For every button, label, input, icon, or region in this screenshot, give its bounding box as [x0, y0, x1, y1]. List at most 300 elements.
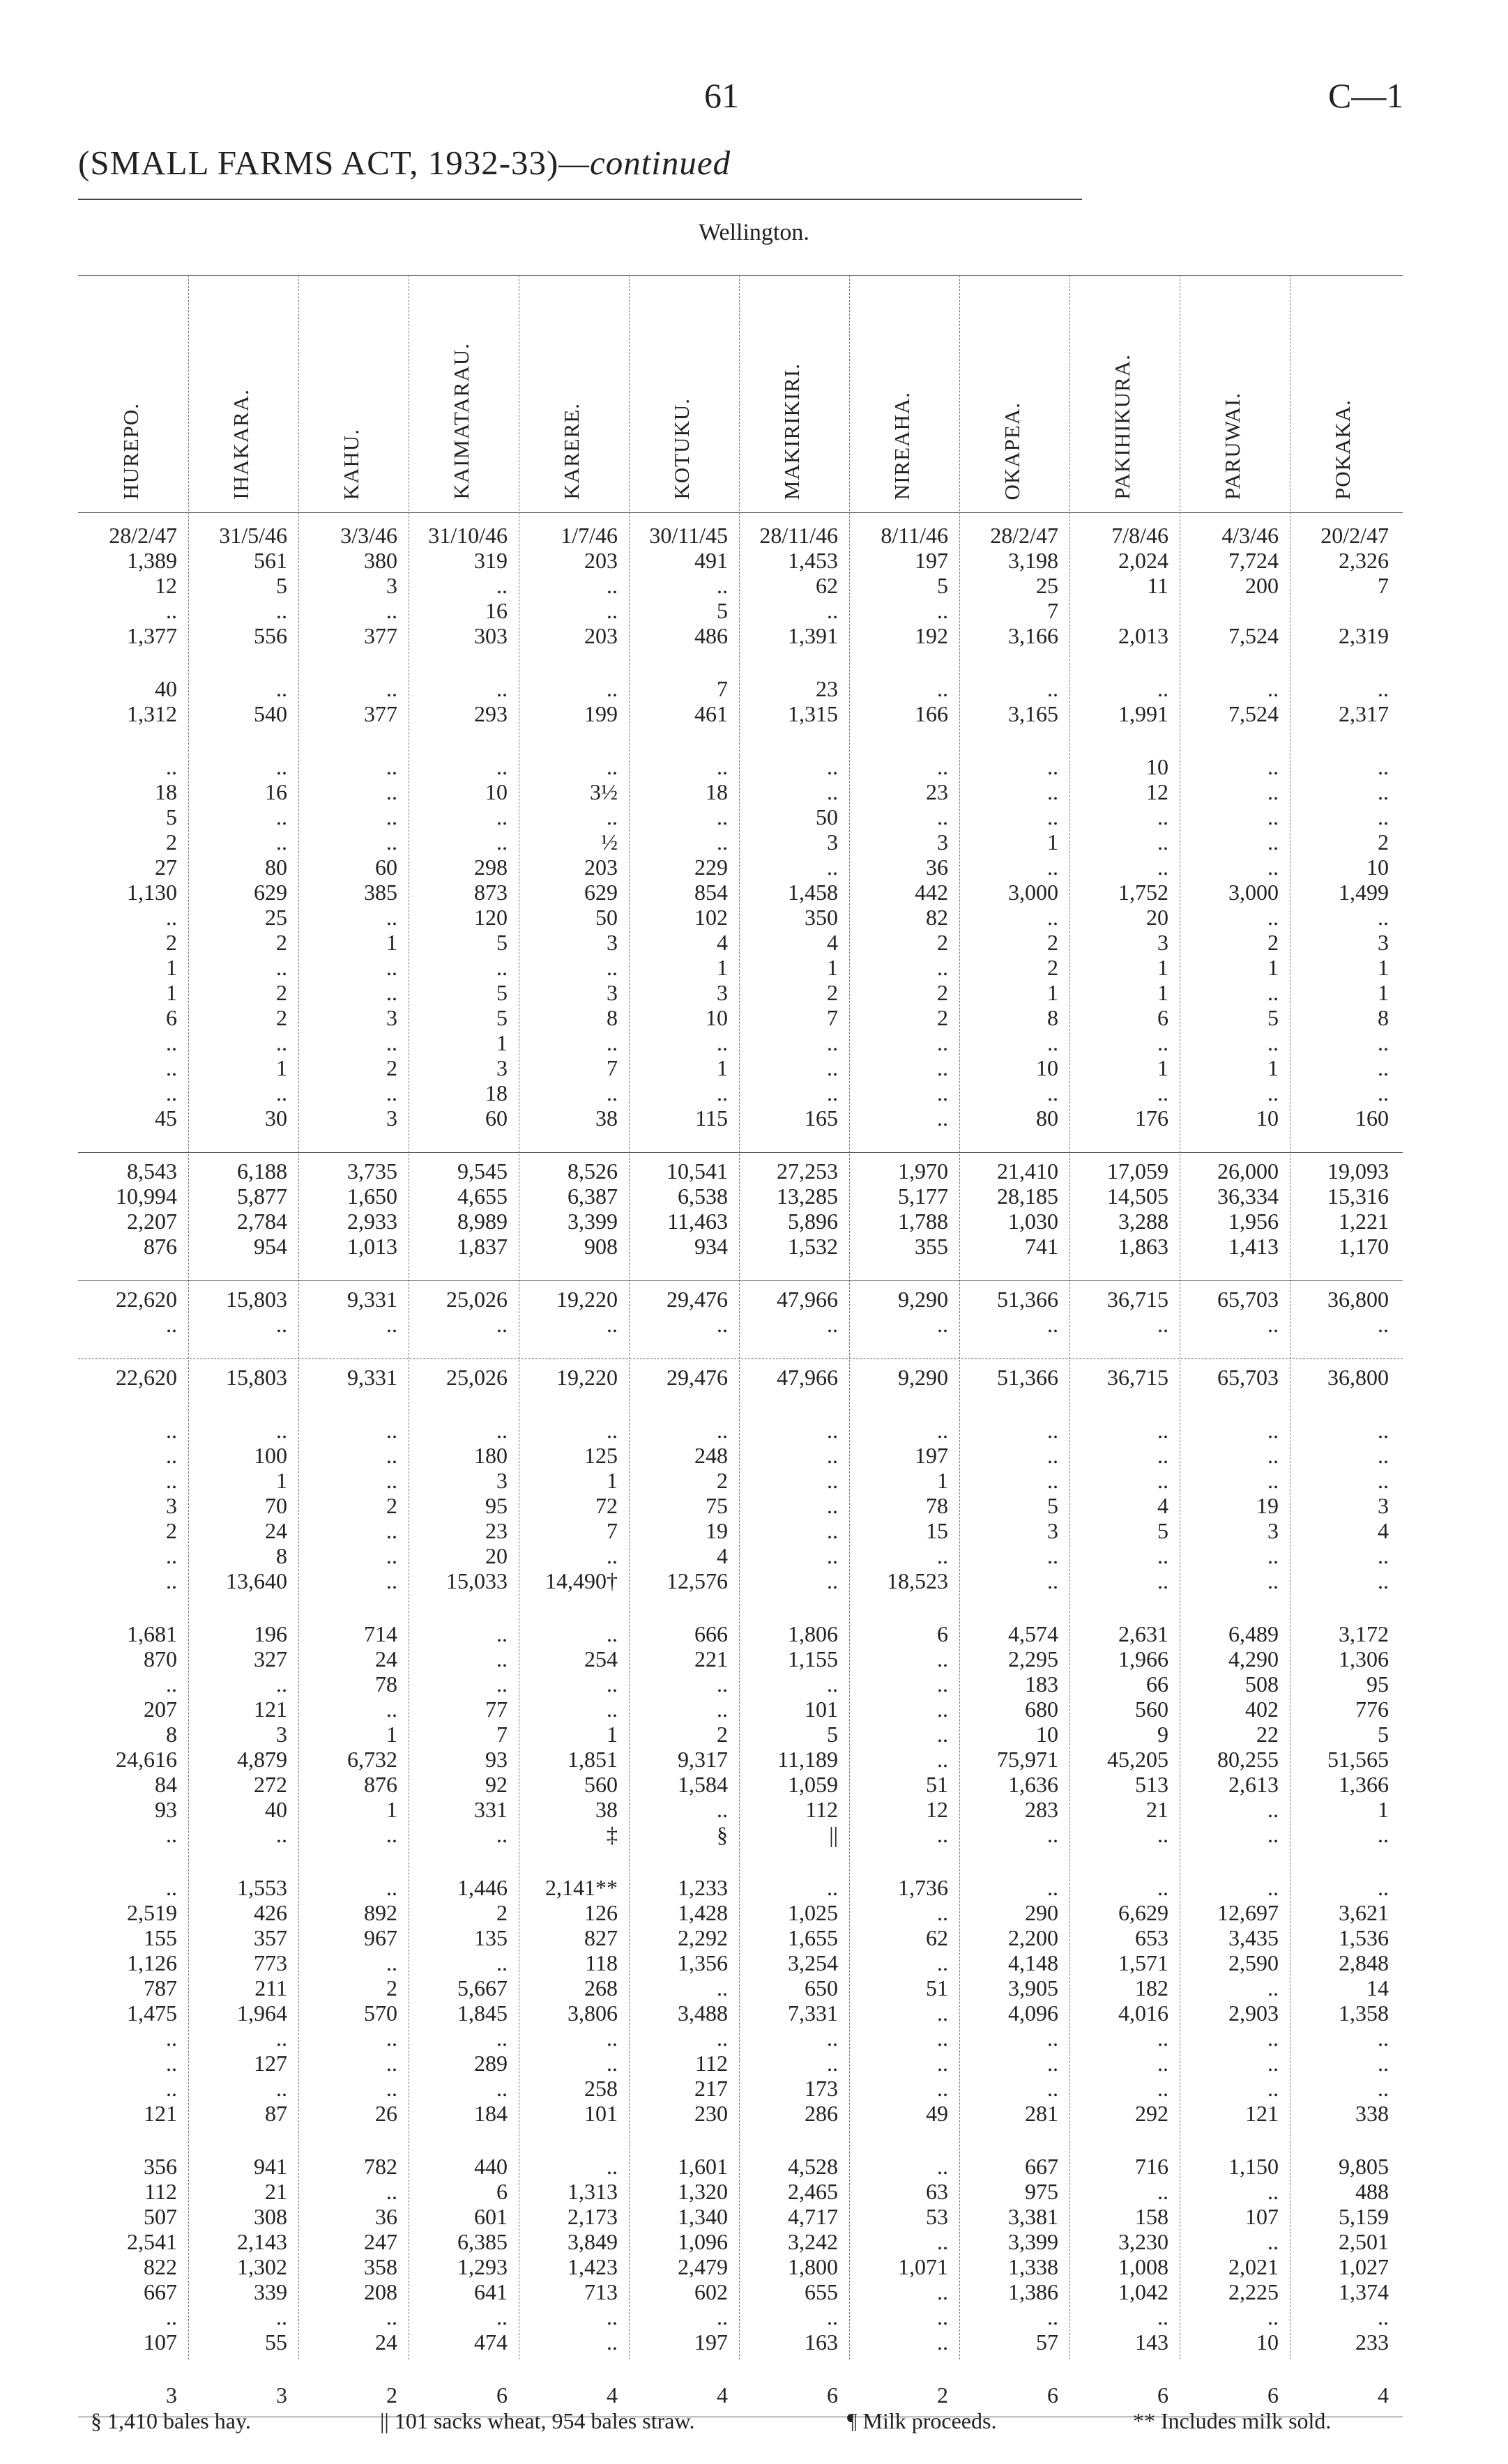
table-cell: 211 [254, 1975, 287, 2000]
table-cell: 3 [937, 829, 948, 855]
table-cell: .. [276, 1312, 287, 1337]
table-cell: 1,536 [1339, 1925, 1389, 1950]
table-cell: .. [717, 804, 728, 829]
table-cell: 38 [595, 1797, 618, 1822]
table-cell: .. [1267, 1543, 1279, 1568]
table-cell: .. [1047, 2304, 1058, 2329]
table-cell: .. [1157, 1468, 1168, 1493]
table-cell: 60 [485, 1105, 508, 1131]
block-rule [78, 1280, 1403, 1281]
table-cell: .. [1378, 1080, 1389, 1105]
title-main: (SMALL FARMS ACT, 1932-33) [78, 144, 559, 182]
table-cell: .. [1157, 1822, 1168, 1847]
table-cell: .. [1267, 829, 1279, 855]
table-cell: .. [166, 1543, 177, 1568]
table-cell: .. [937, 1646, 948, 1671]
table-cell: 2 [1267, 930, 1279, 955]
table-cell: 3,166 [1008, 623, 1058, 648]
table-cell: 84 [155, 1772, 177, 1797]
table-cell: 7,724 [1228, 548, 1279, 573]
table-cell: 1,553 [237, 1875, 287, 1900]
table-cell: 3,242 [788, 2229, 838, 2254]
table-cell: 1,655 [788, 1925, 838, 1950]
table-cell: 7 [1378, 573, 1389, 598]
table-cell: 20/2/47 [1320, 523, 1389, 548]
table-cell: .. [1157, 1418, 1168, 1443]
table-cell: 1,389 [127, 548, 177, 573]
table-cell: 268 [584, 1975, 618, 2000]
table-cell: .. [386, 2076, 397, 2101]
footnote-hay: § 1,410 bales hay. [91, 2408, 251, 2433]
table-cell: 3,399 [568, 1209, 618, 1234]
table-cell: ‡ [607, 1822, 618, 1847]
table-cell: 107 [144, 2329, 177, 2355]
table-cell: 18 [706, 779, 728, 804]
table-cell: .. [1378, 804, 1389, 829]
table-cell: 80,255 [1217, 1747, 1279, 1772]
table-cell: 653 [1135, 1925, 1168, 1950]
table-cell: 1,386 [1008, 2279, 1058, 2304]
table-cell: 380 [364, 548, 397, 573]
table-cell: 24 [375, 2329, 397, 2355]
table-cell: 2 [276, 930, 287, 955]
table-cell: 461 [694, 701, 728, 726]
table-cell: 65,703 [1217, 1365, 1279, 1390]
table-cell: .. [496, 1671, 508, 1697]
table-cell: 5 [166, 804, 177, 829]
block-rule [78, 1152, 1403, 1153]
table-cell: 6 [1047, 2382, 1058, 2408]
table-cell: 80 [265, 855, 287, 880]
table-cell: 47,966 [777, 1287, 838, 1312]
table-cell: 1,458 [788, 880, 838, 905]
table-cell: .. [1047, 1568, 1058, 1593]
table-cell: 1,027 [1339, 2254, 1389, 2279]
table-cell: .. [496, 1950, 508, 1975]
table-cell: 62 [926, 1925, 948, 1950]
table-cell: 283 [1025, 1797, 1058, 1822]
table-cell: 1 [386, 1722, 397, 1747]
table-cell: 385 [364, 880, 397, 905]
table-cell: .. [166, 1055, 177, 1080]
table-cell: 2,784 [237, 1209, 287, 1234]
table-cell: 4 [717, 2382, 728, 2408]
table-cell: 36,800 [1327, 1365, 1389, 1390]
table-cell: 339 [254, 2279, 287, 2304]
table-cell: 118 [585, 1950, 618, 1975]
page-title [78, 143, 731, 183]
table-cell: 10 [1256, 2329, 1279, 2355]
table-cell: 1,126 [127, 1950, 177, 1975]
table-cell: 75 [706, 1493, 728, 1518]
table-cell: 183 [1025, 1671, 1058, 1697]
table-cell: 8,526 [568, 1158, 618, 1184]
table-cell: 62 [816, 573, 838, 598]
table-cell: 127 [254, 2051, 287, 2076]
table-cell: .. [496, 1646, 508, 1671]
table-cell: 4,290 [1228, 1646, 1279, 1671]
table-cell: 19 [1256, 1493, 1279, 1518]
table-cell: .. [937, 2154, 948, 2179]
table-cell: 3 [1378, 930, 1389, 955]
table-cell: 713 [584, 2279, 618, 2304]
table-cell: .. [166, 1312, 177, 1337]
table-cell: 1,845 [457, 2000, 508, 2026]
table-cell: 1 [1378, 980, 1389, 1005]
table-cell: 2 [717, 1468, 728, 1493]
table-cell: 9,290 [898, 1287, 948, 1312]
table-cell: 87 [265, 2101, 287, 2126]
table-cell: 3,254 [788, 1950, 838, 1975]
table-cell: 15,803 [226, 1365, 287, 1390]
table-cell: 1 [1157, 1055, 1168, 1080]
table-cell: .. [827, 2051, 838, 2076]
table-cell: 72 [595, 1493, 618, 1518]
table-cell: 1,571 [1118, 1950, 1168, 1975]
table-cell: 158 [1135, 2204, 1168, 2229]
table-cell: 26,000 [1217, 1158, 1279, 1184]
table-cell: 508 [1245, 1671, 1279, 1697]
table-cell: 5 [1378, 1722, 1389, 1747]
table-cell: 24 [375, 1646, 397, 1671]
table-cell: 1,059 [788, 1772, 838, 1797]
table-cell: 5,896 [788, 1209, 838, 1234]
table-cell: .. [1267, 2304, 1279, 2329]
table-cell: .. [276, 2026, 287, 2051]
table-cell: 7 [496, 1722, 508, 1747]
table-cell: 1/7/46 [561, 523, 618, 548]
table-cell: 50 [595, 905, 618, 930]
table-cell: .. [1157, 2179, 1168, 2204]
table-cell: 2,013 [1118, 623, 1168, 648]
table-cell: .. [386, 2304, 397, 2329]
table-cell: 5,877 [237, 1184, 287, 1209]
table-cell: 254 [584, 1646, 618, 1671]
table-cell: .. [717, 1030, 728, 1055]
table-cell: .. [386, 2026, 397, 2051]
table-cell: 1 [607, 1722, 618, 1747]
table-cell: .. [827, 1443, 838, 1468]
table-cell: .. [937, 1030, 948, 1055]
table-cell: 4,148 [1008, 1950, 1058, 1975]
table-cell: 23 [926, 779, 948, 804]
table-cell: 1 [166, 955, 177, 980]
table-cell: 11,189 [777, 1747, 838, 1772]
table-cell: .. [1378, 2304, 1389, 2329]
table-cell: 1 [1047, 980, 1058, 1005]
table-cell: 1,788 [898, 1209, 948, 1234]
table-cell: .. [1378, 676, 1389, 701]
table-cell: 4 [1378, 2382, 1389, 2408]
table-cell: .. [607, 754, 618, 779]
table-cell: 1,991 [1118, 701, 1168, 726]
table-cell: 873 [474, 880, 508, 905]
table-cell: .. [607, 1621, 618, 1646]
table-cell: 356 [144, 2154, 177, 2179]
table-cell: 629 [584, 880, 618, 905]
table-cell: 31/5/46 [219, 523, 287, 548]
table-cell: 25,026 [446, 1365, 508, 1390]
table-cell: 1 [827, 955, 838, 980]
table-cell: 6,188 [237, 1158, 287, 1184]
table-cell: .. [1157, 2051, 1168, 2076]
table-cell: 507 [144, 2204, 177, 2229]
table-cell: 8,543 [127, 1158, 177, 1184]
table-cell: 1,475 [127, 2000, 177, 2026]
table-cell: .. [717, 1697, 728, 1722]
table-cell: 2 [937, 980, 948, 1005]
table-cell: 2,295 [1008, 1646, 1058, 1671]
table-cell: 51 [926, 1975, 948, 2000]
table-cell: .. [276, 829, 287, 855]
table-cell: .. [1378, 1822, 1389, 1847]
table-cell: .. [937, 955, 948, 980]
table-cell: 5 [276, 573, 287, 598]
table-cell: 13,640 [226, 1568, 287, 1593]
table-cell: .. [937, 754, 948, 779]
table-cell: 36 [375, 2204, 397, 2229]
table-cell: 3 [496, 1055, 508, 1080]
table-cell: 1,863 [1118, 1234, 1168, 1259]
table-cell: .. [496, 2076, 508, 2101]
table-cell: 908 [584, 1234, 618, 1259]
table-cell: 716 [1135, 2154, 1168, 2179]
table-cell: 1 [1267, 955, 1279, 980]
table-cell: 561 [254, 548, 287, 573]
table-cell: 1 [276, 1055, 287, 1080]
table-cell: 3,172 [1339, 1621, 1389, 1646]
table-cell: 4,574 [1008, 1621, 1058, 1646]
table-cell: 3,735 [347, 1158, 397, 1184]
table-cell: .. [1157, 2304, 1168, 2329]
table-cell: 5 [496, 930, 508, 955]
table-cell: 28/2/47 [109, 523, 177, 548]
table-cell: .. [607, 1671, 618, 1697]
table-cell: 70 [265, 1493, 287, 1518]
table-cell: .. [276, 1671, 287, 1697]
table-cell: 51 [926, 1772, 948, 1797]
table-cell: 25 [1036, 573, 1058, 598]
table-cell: .. [1047, 779, 1058, 804]
table-cell: 350 [805, 905, 838, 930]
table-cell: .. [386, 1030, 397, 1055]
table-cell: .. [1267, 1568, 1279, 1593]
table-cell: .. [937, 1747, 948, 1772]
table-cell: 1,391 [788, 623, 838, 648]
table-cell: .. [937, 2279, 948, 2304]
table-cell: .. [937, 2026, 948, 2051]
table-cell: 1,736 [898, 1875, 948, 1900]
table-cell: 55 [265, 2329, 287, 2355]
table-cell: 166 [915, 701, 948, 726]
table-cell: 1,096 [678, 2229, 728, 2254]
table-cell: 2 [1047, 955, 1058, 980]
table-cell: .. [1267, 855, 1279, 880]
table-cell: 40 [155, 676, 177, 701]
table-cell: 4,016 [1118, 2000, 1168, 2026]
table-cell: 2 [386, 2382, 397, 2408]
table-cell: .. [1267, 2229, 1279, 2254]
table-cell: 197 [915, 548, 948, 573]
table-cell: 7,524 [1228, 623, 1279, 648]
table-cell: .. [386, 1568, 397, 1593]
table-cell: .. [827, 1543, 838, 1568]
column-header: HUREPO. [119, 403, 143, 500]
table-cell: .. [386, 1518, 397, 1543]
table-cell: 1,806 [788, 1621, 838, 1646]
table-cell: .. [166, 1443, 177, 1468]
farm-table [78, 275, 1403, 2408]
table-cell: 22 [1256, 1722, 1279, 1747]
table-cell: 2 [386, 1055, 397, 1080]
column-header: POKAKA. [1330, 399, 1355, 500]
table-cell: .. [1378, 1543, 1389, 1568]
table-cell: .. [166, 754, 177, 779]
table-cell: .. [1047, 1468, 1058, 1493]
table-cell: .. [1378, 754, 1389, 779]
table-cell: 233 [1355, 2329, 1389, 2355]
table-cell: .. [1047, 1822, 1058, 1847]
table-cell: .. [717, 1312, 728, 1337]
table-cell: 1,446 [457, 1875, 508, 1900]
table-cell: .. [937, 2329, 948, 2355]
table-cell: .. [1378, 2051, 1389, 2076]
table-cell: 1,340 [678, 2204, 728, 2229]
table-cell: .. [1157, 804, 1168, 829]
table-cell: 6 [1157, 1005, 1168, 1030]
table-cell: .. [1047, 1030, 1058, 1055]
table-cell: .. [717, 1080, 728, 1105]
column-header: IHAKARA. [229, 389, 253, 500]
table-cell: 38 [595, 1105, 618, 1131]
table-cell: .. [827, 855, 838, 880]
table-cell: 1,150 [1228, 2154, 1279, 2179]
table-cell: .. [1267, 1312, 1279, 1337]
table-cell: 4,879 [237, 1747, 287, 1772]
table-cell: 4,528 [788, 2154, 838, 2179]
table-cell: 2 [276, 980, 287, 1005]
table-cell: 16 [485, 598, 508, 623]
table-cell: 2 [717, 1722, 728, 1747]
table-cell: 27 [155, 855, 177, 880]
table-cell: 15,033 [446, 1568, 508, 1593]
table-cell: 25 [265, 905, 287, 930]
table-cell: .. [386, 1875, 397, 1900]
table-cell: 1 [1157, 980, 1168, 1005]
table-cell: 474 [474, 2329, 508, 2355]
table-cell: 602 [694, 2279, 728, 2304]
table-cell: 10 [706, 1005, 728, 1030]
table-cell: .. [607, 1418, 618, 1443]
table-cell: 6 [827, 2382, 838, 2408]
table-cell: .. [386, 2051, 397, 2076]
table-cell: 308 [254, 2204, 287, 2229]
table-cell: 197 [694, 2329, 728, 2355]
table-cell: 8 [166, 1722, 177, 1747]
table-cell: 8,989 [457, 1209, 508, 1234]
table-cell: 4 [607, 2382, 618, 2408]
table-cell: .. [1267, 1468, 1279, 1493]
table-cell: 50 [816, 804, 838, 829]
table-cell: .. [386, 676, 397, 701]
table-cell: 5 [937, 573, 948, 598]
table-cell: 7 [1047, 598, 1058, 623]
table-cell: 954 [254, 1234, 287, 1259]
table-cell: .. [496, 955, 508, 980]
table-cell: 3,399 [1008, 2229, 1058, 2254]
table-cell: 2,541 [127, 2229, 177, 2254]
table-cell: 75,971 [997, 1747, 1058, 1772]
table-cell: .. [1047, 1875, 1058, 1900]
table-cell: 3 [386, 573, 397, 598]
table-cell: 6,489 [1228, 1621, 1279, 1646]
table-cell: .. [276, 804, 287, 829]
table-cell: .. [276, 2304, 287, 2329]
footnote-milk-sold: ** Includes milk sold. [1133, 2408, 1332, 2433]
table-cell: .. [717, 754, 728, 779]
table-cell: 10 [1256, 1105, 1279, 1131]
table-cell: .. [276, 1080, 287, 1105]
table-cell: .. [1047, 1418, 1058, 1443]
table-cell: 12,576 [667, 1568, 728, 1593]
table-cell: 95 [485, 1493, 508, 1518]
table-cell: 2,317 [1339, 701, 1389, 726]
table-cell: .. [607, 955, 618, 980]
table-cell: 741 [1025, 1234, 1058, 1259]
table-cell: 24,616 [116, 1747, 177, 1772]
table-cell: 203 [584, 855, 618, 880]
table-cell: 13,285 [777, 1184, 838, 1209]
table-cell: 95 [1366, 1671, 1389, 1697]
table-cell: .. [166, 1030, 177, 1055]
table-cell: 16 [265, 779, 287, 804]
table-cell: 30/11/45 [649, 523, 728, 548]
table-cell: 1,453 [788, 548, 838, 573]
table-cell: 173 [805, 2076, 838, 2101]
table-cell: 5 [496, 980, 508, 1005]
table-cell: .. [607, 573, 618, 598]
table-cell: 28/2/47 [990, 523, 1058, 548]
table-cell: 6 [937, 1621, 948, 1646]
table-cell: .. [1047, 1080, 1058, 1105]
table-cell: 19,093 [1327, 1158, 1389, 1184]
table-cell: .. [717, 1671, 728, 1697]
table-cell: 357 [254, 1925, 287, 1950]
table-cell: 80 [1036, 1105, 1058, 1131]
table-cell: 331 [474, 1797, 508, 1822]
table-cell: 2 [1378, 829, 1389, 855]
table-cell: .. [1378, 1030, 1389, 1055]
table-cell: 203 [584, 548, 618, 573]
table-cell: 10,994 [116, 1184, 177, 1209]
table-cell: 2,225 [1228, 2279, 1279, 2304]
table-cell: 23 [485, 1518, 508, 1543]
table-cell: 4,096 [1008, 2000, 1058, 2026]
table-cell: 2,319 [1339, 623, 1389, 648]
table-cell: 1,170 [1339, 1234, 1389, 1259]
table-cell: .. [386, 1080, 397, 1105]
table-cell: .. [386, 1697, 397, 1722]
table-cell: 100 [254, 1443, 287, 1468]
table-cell: 5,177 [898, 1184, 948, 1209]
table-cell: 57 [1036, 2329, 1058, 2355]
table-cell: 293 [474, 701, 508, 726]
table-cell: 2 [386, 1975, 397, 2000]
table-cell: .. [827, 779, 838, 804]
table-cell: .. [1267, 754, 1279, 779]
table-cell: 1,681 [127, 1621, 177, 1646]
table-cell: 2 [937, 1005, 948, 1030]
